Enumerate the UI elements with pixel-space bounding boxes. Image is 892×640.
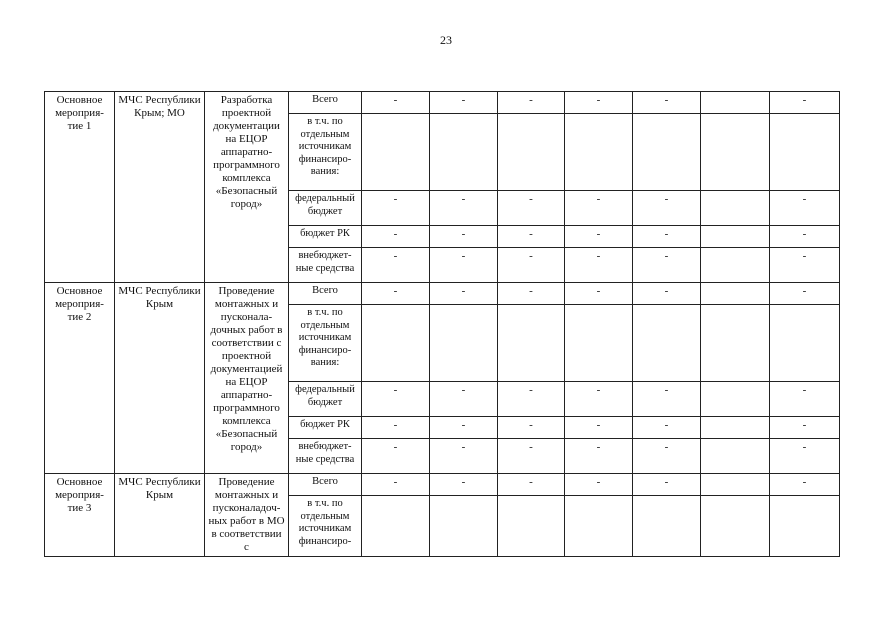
value-cell: - [362,474,430,496]
value-cell: - [362,417,430,439]
value-cell [701,114,770,191]
value-cell: - [430,283,498,305]
value-cell: - [362,248,430,283]
funding-source-cell: в т.ч. по отдельным источникам финансиро-вания: [289,305,362,382]
value-cell: - [498,382,565,417]
value-cell [701,191,770,226]
value-cell: - [430,226,498,248]
value-cell [498,496,565,557]
value-cell [770,114,840,191]
value-cell: - [565,92,633,114]
funding-source-cell: бюджет РК [289,417,362,439]
value-cell [362,114,430,191]
value-cell [633,305,701,382]
value-cell [565,305,633,382]
value-cell [362,496,430,557]
value-cell: - [498,283,565,305]
value-cell: - [770,474,840,496]
value-cell [430,114,498,191]
value-cell: - [362,283,430,305]
value-cell: - [770,417,840,439]
event-cell: Основное мероприя-тие 1 [45,92,115,283]
value-cell: - [565,283,633,305]
value-cell: - [430,92,498,114]
value-cell: - [633,248,701,283]
event-cell: Основное мероприя-тие 2 [45,283,115,474]
value-cell: - [430,382,498,417]
funding-source-cell: внебюджет-ные средства [289,248,362,283]
table-row [45,474,840,496]
value-cell [701,248,770,283]
value-cell [430,305,498,382]
executor-cell: МЧС Республики Крым [115,283,205,474]
funding-source-cell: внебюджет-ные средства [289,439,362,474]
value-cell: - [430,248,498,283]
value-cell [701,439,770,474]
value-cell: - [498,417,565,439]
value-cell: - [362,191,430,226]
value-cell: - [430,417,498,439]
value-cell [362,305,430,382]
value-cell: - [633,382,701,417]
value-cell: - [430,474,498,496]
value-cell [701,474,770,496]
value-cell [498,305,565,382]
value-cell: - [770,439,840,474]
value-cell [701,382,770,417]
funding-source-cell: федеральный бюджет [289,382,362,417]
value-cell: - [362,92,430,114]
budget-table [44,91,840,557]
value-cell [633,496,701,557]
value-cell: - [633,226,701,248]
funding-source-cell: бюджет РК [289,226,362,248]
value-cell [430,496,498,557]
value-cell: - [362,226,430,248]
value-cell: - [565,439,633,474]
value-cell [565,114,633,191]
value-cell: - [633,92,701,114]
value-cell: - [362,439,430,474]
description-cell: Проведение монтажных и пусконаладоч-ных работ в МО в соответствии с [205,474,289,557]
executor-cell: МЧС Республики Крым; МО [115,92,205,283]
value-cell: - [498,439,565,474]
value-cell [701,283,770,305]
funding-source-cell: федеральный бюджет [289,191,362,226]
event-cell: Основное мероприя-тие 3 [45,474,115,557]
value-cell: - [770,92,840,114]
value-cell: - [770,226,840,248]
value-cell [565,496,633,557]
value-cell [701,417,770,439]
value-cell: - [498,248,565,283]
value-cell: - [565,382,633,417]
value-cell: - [430,439,498,474]
description-cell: Разработка проектной документации на ЕЦОР аппаратно-программного комплекса «Безопасный город» [205,92,289,283]
value-cell [701,496,770,557]
value-cell: - [565,474,633,496]
value-cell: - [362,382,430,417]
value-cell: - [770,283,840,305]
value-cell: - [498,474,565,496]
value-cell: - [565,191,633,226]
description-cell: Проведение монтажных и пусконала-дочных работ в соответствии с проектной документацией на ЕЦОР аппаратно-программного комплекса «Безопасный город» [205,283,289,474]
value-cell: - [770,191,840,226]
value-cell: - [770,248,840,283]
executor-cell: МЧС Республики Крым [115,474,205,557]
funding-source-cell: в т.ч. по отдельным источникам финансиро- [289,496,362,557]
value-cell: - [633,191,701,226]
value-cell: - [633,474,701,496]
value-cell: - [565,248,633,283]
value-cell: - [770,382,840,417]
funding-source-cell: Всего [289,92,362,114]
budget-table-body [45,92,840,557]
funding-source-cell: в т.ч. по отдельным источникам финансиро-вания: [289,114,362,191]
value-cell [701,305,770,382]
value-cell [701,226,770,248]
funding-source-cell: Всего [289,474,362,496]
value-cell [498,114,565,191]
funding-source-cell: Всего [289,283,362,305]
value-cell [701,92,770,114]
table-row [45,92,840,114]
value-cell [770,496,840,557]
value-cell: - [633,439,701,474]
value-cell: - [565,417,633,439]
value-cell: - [565,226,633,248]
value-cell: - [498,226,565,248]
value-cell [770,305,840,382]
value-cell [633,114,701,191]
table-row [45,283,840,305]
page-number: 23 [440,33,452,47]
value-cell: - [430,191,498,226]
value-cell: - [633,283,701,305]
value-cell: - [633,417,701,439]
value-cell: - [498,191,565,226]
value-cell: - [498,92,565,114]
